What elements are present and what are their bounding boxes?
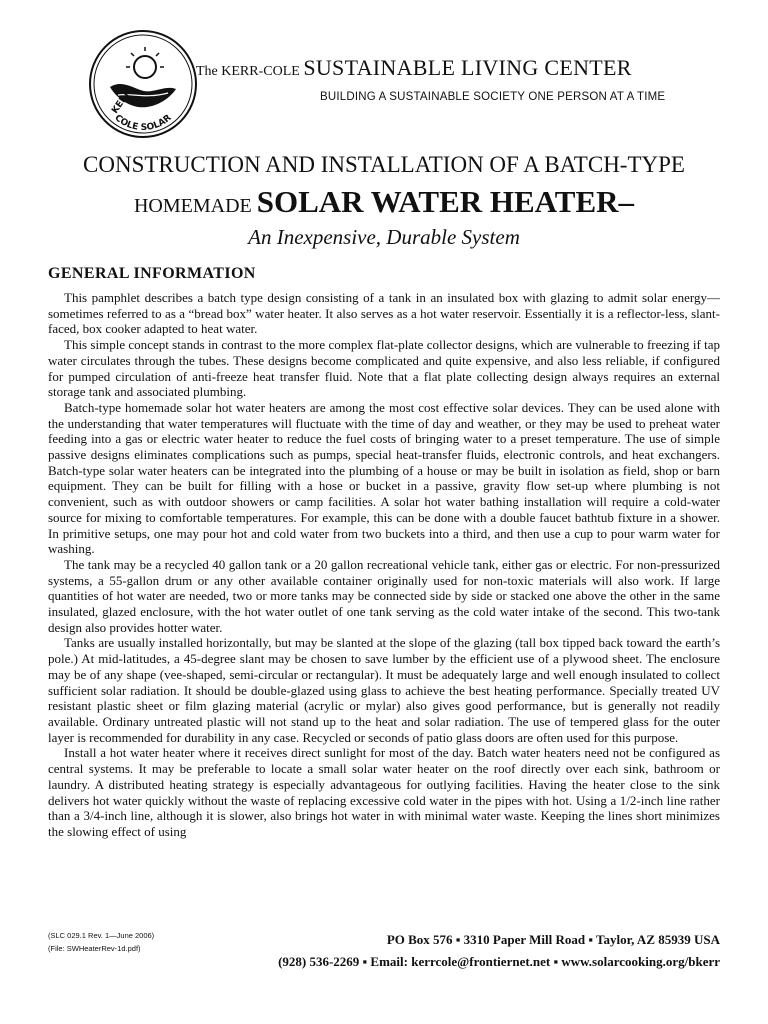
- paragraph: Install a hot water heater where it receives direct sunlight for most of the day. Batch water heaters need not be configured as central systems. It may be preferable to locate a small solar water heater on the roof directly over each sink, bathroom or laundry. A distributed heating strategy is especially advantageous for outlying facilities. Having the heater close to the sink delivers hot water quickly without the waste of replacing excessive cold water in the pipes with hot. Using a 1/2-inch line rather than a 3/4-inch line, although it is slower, also brings hot water in with minimal water waste. Keeping the lines short minimizes the slowing effect of using: [48, 745, 720, 839]
- paragraph: This pamphlet describes a batch type design consisting of a tank in an insulated box with glazing to admit solar energy—sometimes referred to as a “bread box” water heater. It also serves as a hot water reservoir. Essentially it is a reflector-less, slant-faced, box cooker adapted to heat water.: [48, 290, 720, 337]
- body-text: [48, 290, 720, 840]
- paragraph: Batch-type homemade solar hot water heaters are among the most cost effective solar devices. They can be used alone with the understanding that water temperatures will fluctuate with the time of day and weather, or they may be used to preheat water feeding into a gas or electric water heater to reduce the fuel costs of bringing water to a preset temperature. The use of simple passive designs eliminates complications such as pumps, special heat-transfer fluids, electronic controls, and heat exchangers. Batch-type solar water heaters can be integrated into the plumbing of a house or may be built in isolation as field, shop or barn equipment. They can be built for filling with a hose or bucket in a passive, gravity flow set-up where plumbing is not convenient, such as with outdoor showers or camp facilities. A solar hot water bathing installation will require a cold-water source for mixing to comfortable temperatures. For example, this can be done with a double faucet bathtub fixture in a shower. In primitive setups, one may pour hot and cold water from two buckets into a third, and then use a cup to pour warm water for washing.: [48, 399, 720, 557]
- paragraph: Tanks are usually installed horizontally, but may be slanted at the slope of the glazing (tall box tipped back toward the earth’s pole.) At mid-latitudes, a 45-degree slant may be chosen to save lumber by the efficient use of a plywood sheet. The enclosure may be of any shape (vee-shaped, semi-circular or rectangular). It must be adequately large and well enough insulated to collect sufficient solar radiation. It should be double-glazed using glass to achieve the best heating performance. Specially treated UV resistant plastic sheet or film glazing material (acrylic or mylar) also gives good performance, but is generally not readily available. Ordinary untreated plastic will not stand up to the heat and solar radiation. The use of tempered glass for the outer layer is recommended for durability in any case. Recycled or seconds of patio glass doors are often used for this purpose.: [48, 635, 720, 745]
- paragraph: The tank may be a recycled 40 gallon tank or a 20 gallon recreational vehicle tank, either gas or electric. For non-pressurized systems, a 55-gallon drum or any other available container originally used for non-toxic materials will also work. If large quantities of hot water are needed, two or more tanks may be connected side by side or stacked one above the other in the same insulated, glazed enclosure, with the hot water outlet of one tank serving as the cold water intake of the second. This two-tank design also provides hotter water.: [48, 556, 720, 635]
- footer-contact: [278, 929, 720, 973]
- tagline: BUILDING A SUSTAINABLE SOCIETY ONE PERSON AT A TIME: [320, 91, 666, 103]
- paragraph: This simple concept stands in contrast to the more complex flat-plate collector designs, which are vulnerable to freezing if tap water circulates through the tubes. These designs become complicated and quite expensive, and also less reliable, if configured for pumped circulation of anti-freeze heat transfer fluid. Note that a flat plate collecting design always requires an external storage tank and associated plumbing.: [48, 337, 720, 400]
- page-subtitle: An Inexpensive, Durable System: [248, 225, 520, 249]
- title-solar-water-heater: SOLAR WATER HEATER–: [256, 184, 635, 219]
- page-title-line-2: [0, 184, 768, 220]
- org-name: SUSTAINABLE LIVING CENTER: [303, 55, 632, 80]
- logo-text-top: KERR: [110, 87, 134, 116]
- org-prefix: The KERR-COLE: [196, 64, 300, 79]
- logo-text-bottom: COLE SOLAR: [112, 113, 174, 134]
- postal-address: PO Box 576 ▪ 3310 Paper Mill Road ▪ Taylor, AZ 85939 USA: [386, 932, 720, 947]
- title-homemade: HOMEMADE: [133, 195, 252, 217]
- phone-email-web: (928) 536-2269 ▪ Email: kerrcole@frontiernet.net ▪ www.solarcooking.org/bkerr: [278, 954, 720, 969]
- organization-name: [196, 55, 632, 81]
- section-heading: GENERAL INFORMATION: [48, 265, 256, 282]
- svg-text:COLE SOLAR: [112, 113, 173, 133]
- page-title-line-1: CONSTRUCTION AND INSTALLATION OF A BATCH-TYPE: [83, 152, 685, 177]
- file-name: (File: SWHeaterRev-1d.pdf): [48, 944, 141, 953]
- footer-doc-info: [48, 929, 154, 955]
- sun-icon: [134, 56, 156, 78]
- kerr-cole-solar-logo: [88, 29, 198, 139]
- doc-id: (SLC 029.1 Rev. 1—June 2006): [48, 931, 155, 940]
